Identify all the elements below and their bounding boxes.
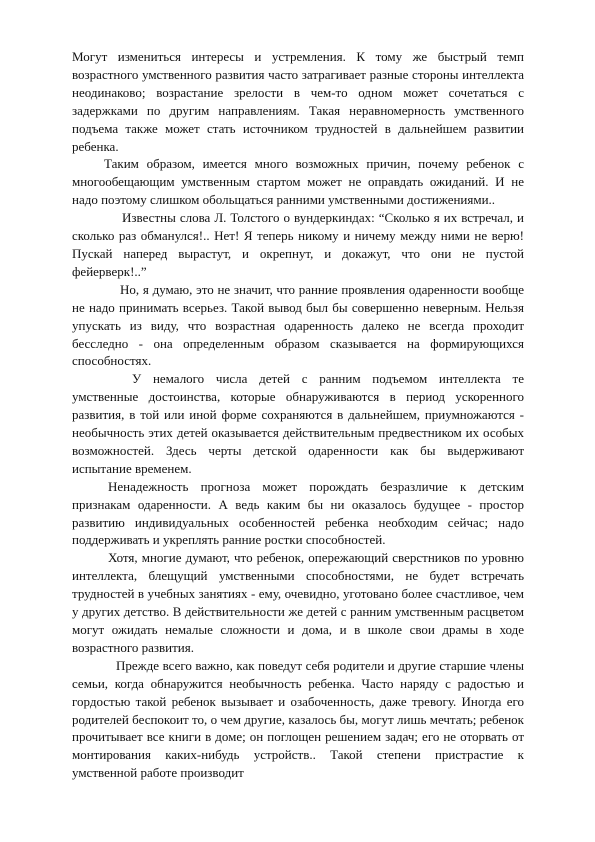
- document-page: [72, 48, 524, 782]
- paragraph-2: Таким образом, имеется много возможных причин, почему ребенок с многообещающим умственным стартом может не оправдать ожиданий. И не надо поэтому слишком обольщаться ранними умственными достижениями..: [72, 156, 524, 208]
- paragraph-5: У немалого числа детей с ранним подъемом интеллекта те умственные достоинства, которые обнаруживаются в период ускоренного развития, в той или иной форме сохраняются в дальнейшем, приумножаются - необычность этих детей оказывается действительным предвестником их особых возможностей. Здесь черты детской одаренности как бы выдерживают испытание временем.: [72, 371, 524, 476]
- paragraph-3: Известны слова Л. Толстого о вундеркиндах: “Сколько я их встречал, и сколько раз обманулся!.. Нет! Я теперь никому и ничему между ними не верю! Пускай наперед вырастут, и окрепнут, и докажут, что они не пустой фейерверк!..”: [72, 210, 524, 279]
- paragraph-7: Хотя, многие думают, что ребенок, опережающий сверстников по уровню интеллекта, блещущий умственными способностями, не будет встречать трудностей в учебных занятиях - ему, очевидно, уготовано более счастливое, чем у других детство. В действительности же детей с ранним умственным расцветом могут ожидать немалые сложности и дома, и в школе свои драмы в ходе возрастного развития.: [72, 550, 524, 655]
- paragraph-4: Но, я думаю, это не значит, что ранние проявления одаренности вообще не надо принимать всерьез. Такой вывод был бы совершенно неверным. Нельзя упускать из виду, что возрастная одаренность далеко не всегда проходит бесследно - она определенным образом сказывается на формирующихся способностях.: [72, 281, 524, 369]
- paragraph-8: Прежде всего важно, как поведут себя родители и другие старшие члены семьи, когда обнаружится необычность ребенка. Часто наряду с радостью и гордостью такой ребенок вызывает и озабоченность, даже тревогу. Иногда его родителей беспокоит то, о чем другие, казалось бы, могут лишь мечтать; ребенок прочитывает все книги в доме; он поглощен решением задач; его не оторвать от монтирования каких-нибудь устройств.. Такой степени пристрастие к умственной работе производит: [72, 657, 524, 781]
- paragraph-6: Ненадежность прогноза может порождать безразличие к детским признакам одаренности. А ведь каким бы ни оказалось будущее - простор развитию индивидуальных особенностей ребенка необходим сейчас; надо поддерживать и укреплять ранние ростки способностей.: [72, 478, 524, 548]
- paragraph-1: Могут измениться интересы и устремления. К тому же быстрый темп возрастного умственного развития часто затрагивает разные стороны интеллекта неодинаково; возрастание зрелости в чем-то одном может сочетаться с задержками по другим направлениям. Такая неравномерность умственного подъема также может стать источником трудностей в дальнейшем развитии ребенка.: [72, 49, 524, 154]
